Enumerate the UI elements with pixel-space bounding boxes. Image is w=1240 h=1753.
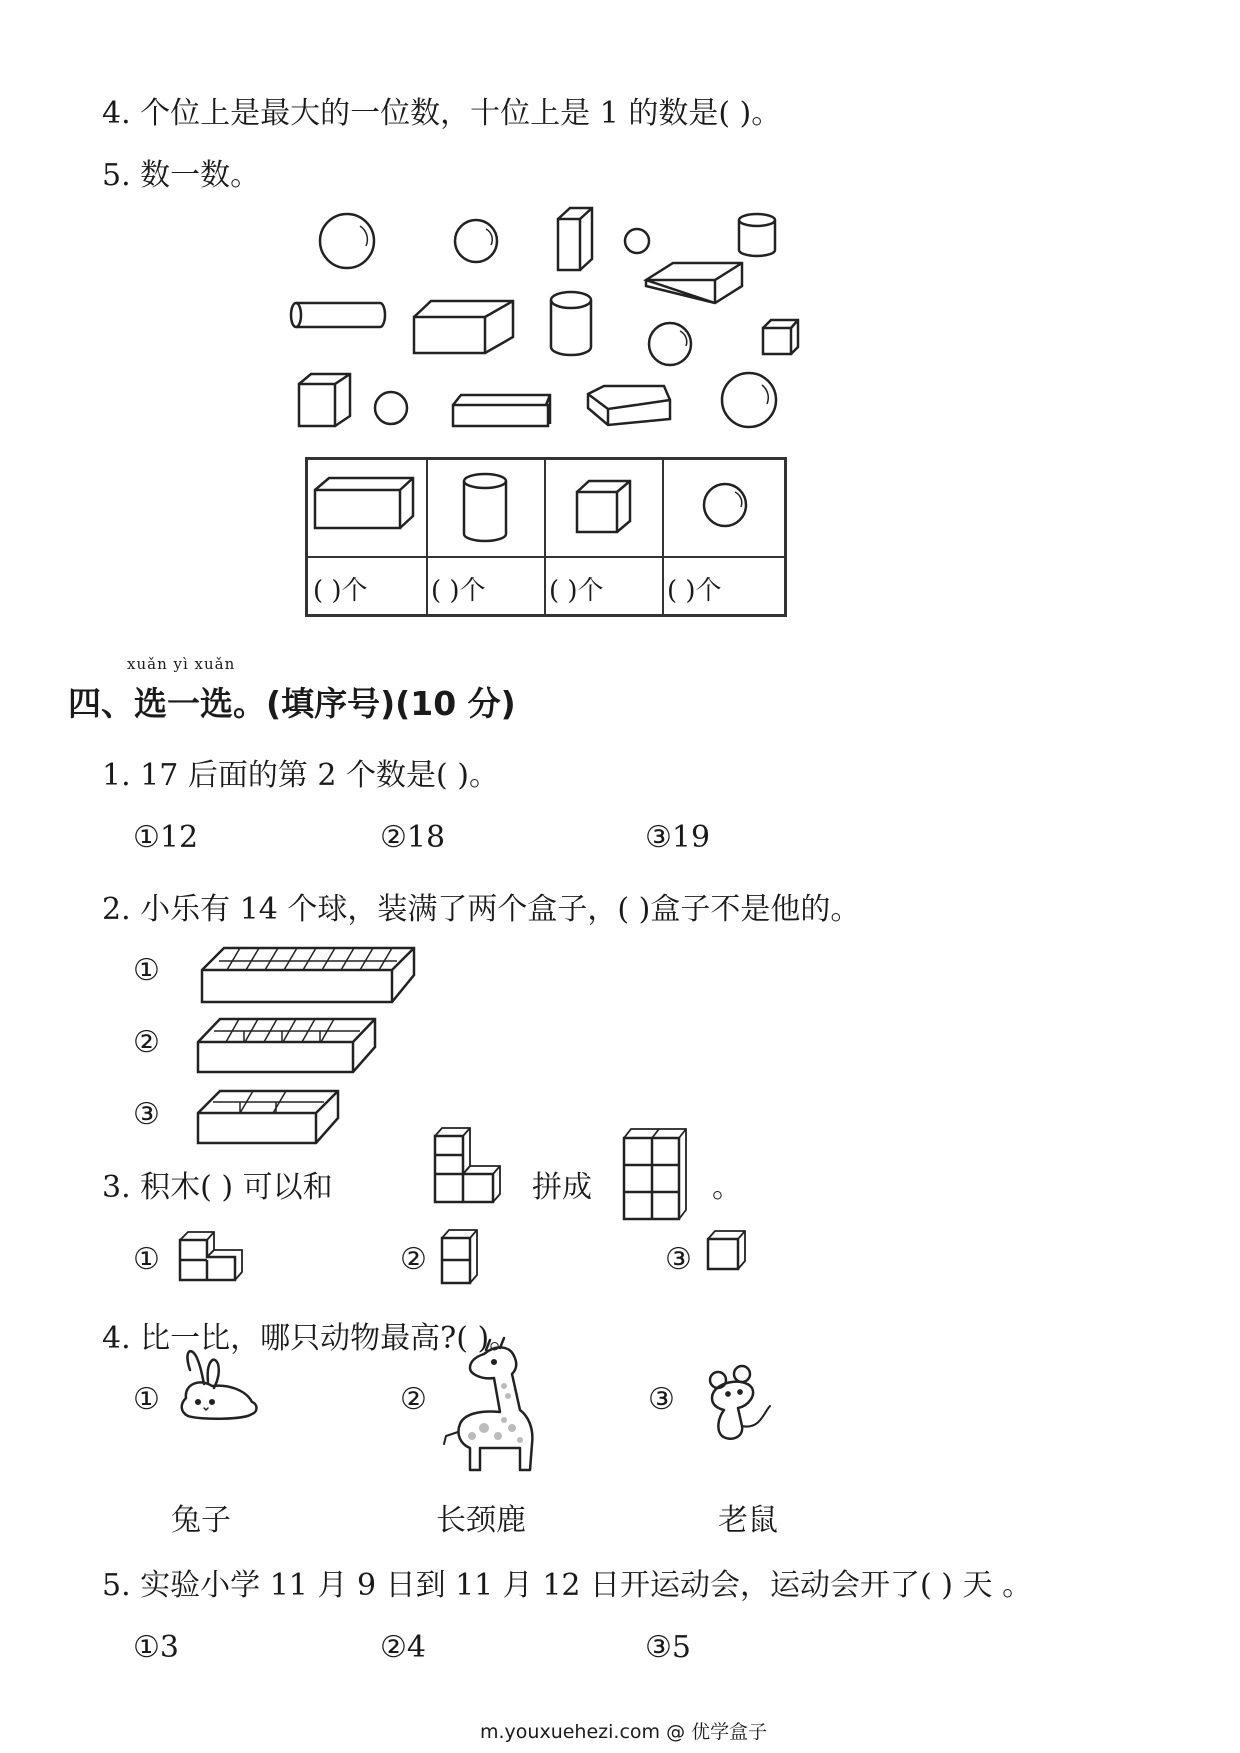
l-shaped-blocks-icon [180, 1232, 242, 1280]
option-4-4-c[interactable]: ③ [648, 1382, 675, 1417]
cuboid-icon [414, 301, 513, 353]
box-10-compartment-icon [202, 948, 414, 1002]
option-4-3-a[interactable]: ① [133, 1242, 160, 1277]
giraffe-icon [444, 1338, 532, 1470]
section-heading: 四、选一选。(填序号)(10 分) [68, 684, 516, 723]
cuboid-icon [453, 395, 550, 426]
cuboid-icon [588, 386, 670, 425]
animal-label-giraffe: 长颈鹿 [436, 1503, 526, 1538]
l-shaped-blocks-icon [435, 1128, 500, 1202]
animal-label-mouse: 老鼠 [718, 1503, 778, 1538]
question-4-2: 2. 小乐有 14 个球，装满了两个盒子，( )盒子不是他的。 [102, 892, 861, 927]
question-4-5: 5. 实验小学 11 月 9 日到 11 月 12 日开运动会，运动会开了( ) 天 。 [102, 1568, 1033, 1603]
cylinder-icon [464, 474, 506, 541]
single-block-icon [708, 1231, 745, 1269]
sphere-icon [625, 229, 649, 253]
cylinder-icon [551, 292, 591, 355]
sphere-icon [722, 373, 776, 427]
scattered-shapes [0, 0, 1240, 460]
question-4-1: 1. 17 后面的第 2 个数是( )。 [102, 758, 499, 793]
count-answer-sphere[interactable]: ( )个 [667, 576, 722, 606]
sphere-icon [320, 214, 374, 268]
box-8-compartment-icon [198, 1019, 375, 1072]
option-4-1-c[interactable]: ③19 [645, 820, 711, 855]
option-4-3-c[interactable]: ③ [665, 1242, 692, 1277]
question-4-3-part-b: 拼成 [532, 1170, 592, 1205]
option-4-5-c[interactable]: ③5 [645, 1630, 691, 1665]
block-options [0, 1210, 1240, 1290]
cuboid-icon [558, 208, 592, 270]
question-3-5: 5. 数一数。 [102, 158, 261, 193]
question-4-3-part-c: 。 [712, 1170, 742, 1205]
rectangle-blocks-icon [624, 1129, 686, 1219]
option-4-2-a[interactable]: ① [133, 953, 160, 988]
mouse-icon [710, 1366, 770, 1439]
sphere-icon [649, 323, 691, 365]
option-4-1-b[interactable]: ②18 [380, 820, 446, 855]
option-4-2-c[interactable]: ③ [133, 1097, 160, 1132]
animal-pictures [0, 1340, 1240, 1480]
count-answer-cylinder[interactable]: ( )个 [431, 576, 486, 606]
count-answer-cuboid[interactable]: ( )个 [313, 576, 368, 606]
option-4-5-b[interactable]: ②4 [380, 1630, 426, 1665]
option-4-4-b[interactable]: ② [400, 1382, 427, 1417]
option-4-5-a[interactable]: ①3 [133, 1630, 179, 1665]
option-4-3-b[interactable]: ② [400, 1242, 427, 1277]
cylinder-icon [739, 214, 775, 256]
animal-label-rabbit: 兔子 [171, 1503, 231, 1538]
tall-blocks-icon [442, 1230, 477, 1283]
rabbit-icon [182, 1351, 257, 1419]
cuboid-icon [315, 478, 413, 528]
sphere-icon [455, 220, 497, 262]
question-3-4: 4. 个位上是最大的一位数，十位上是 1 的数是( )。 [102, 96, 782, 131]
sphere-icon [704, 484, 746, 526]
option-4-2-b[interactable]: ② [133, 1025, 160, 1060]
count-answer-cube[interactable]: ( )个 [549, 576, 604, 606]
option-4-4-a[interactable]: ① [133, 1382, 160, 1417]
option-4-1-a[interactable]: ①12 [133, 820, 199, 855]
sphere-icon [375, 392, 407, 424]
heading-pinyin: xuǎn yì xuǎn [127, 655, 236, 673]
footer-watermark: m.youxuehezi.com @ 优学盒子 [480, 1721, 768, 1743]
cylinder-icon [291, 303, 385, 327]
cube-icon [299, 374, 350, 426]
cuboid-icon [646, 263, 742, 303]
question-4-3-part-a: 3. 积木( ) 可以和 [102, 1170, 333, 1205]
cube-icon [577, 481, 630, 532]
cube-icon [763, 320, 798, 354]
question-4-4: 4. 比一比，哪只动物最高?( )。 [102, 1321, 520, 1356]
